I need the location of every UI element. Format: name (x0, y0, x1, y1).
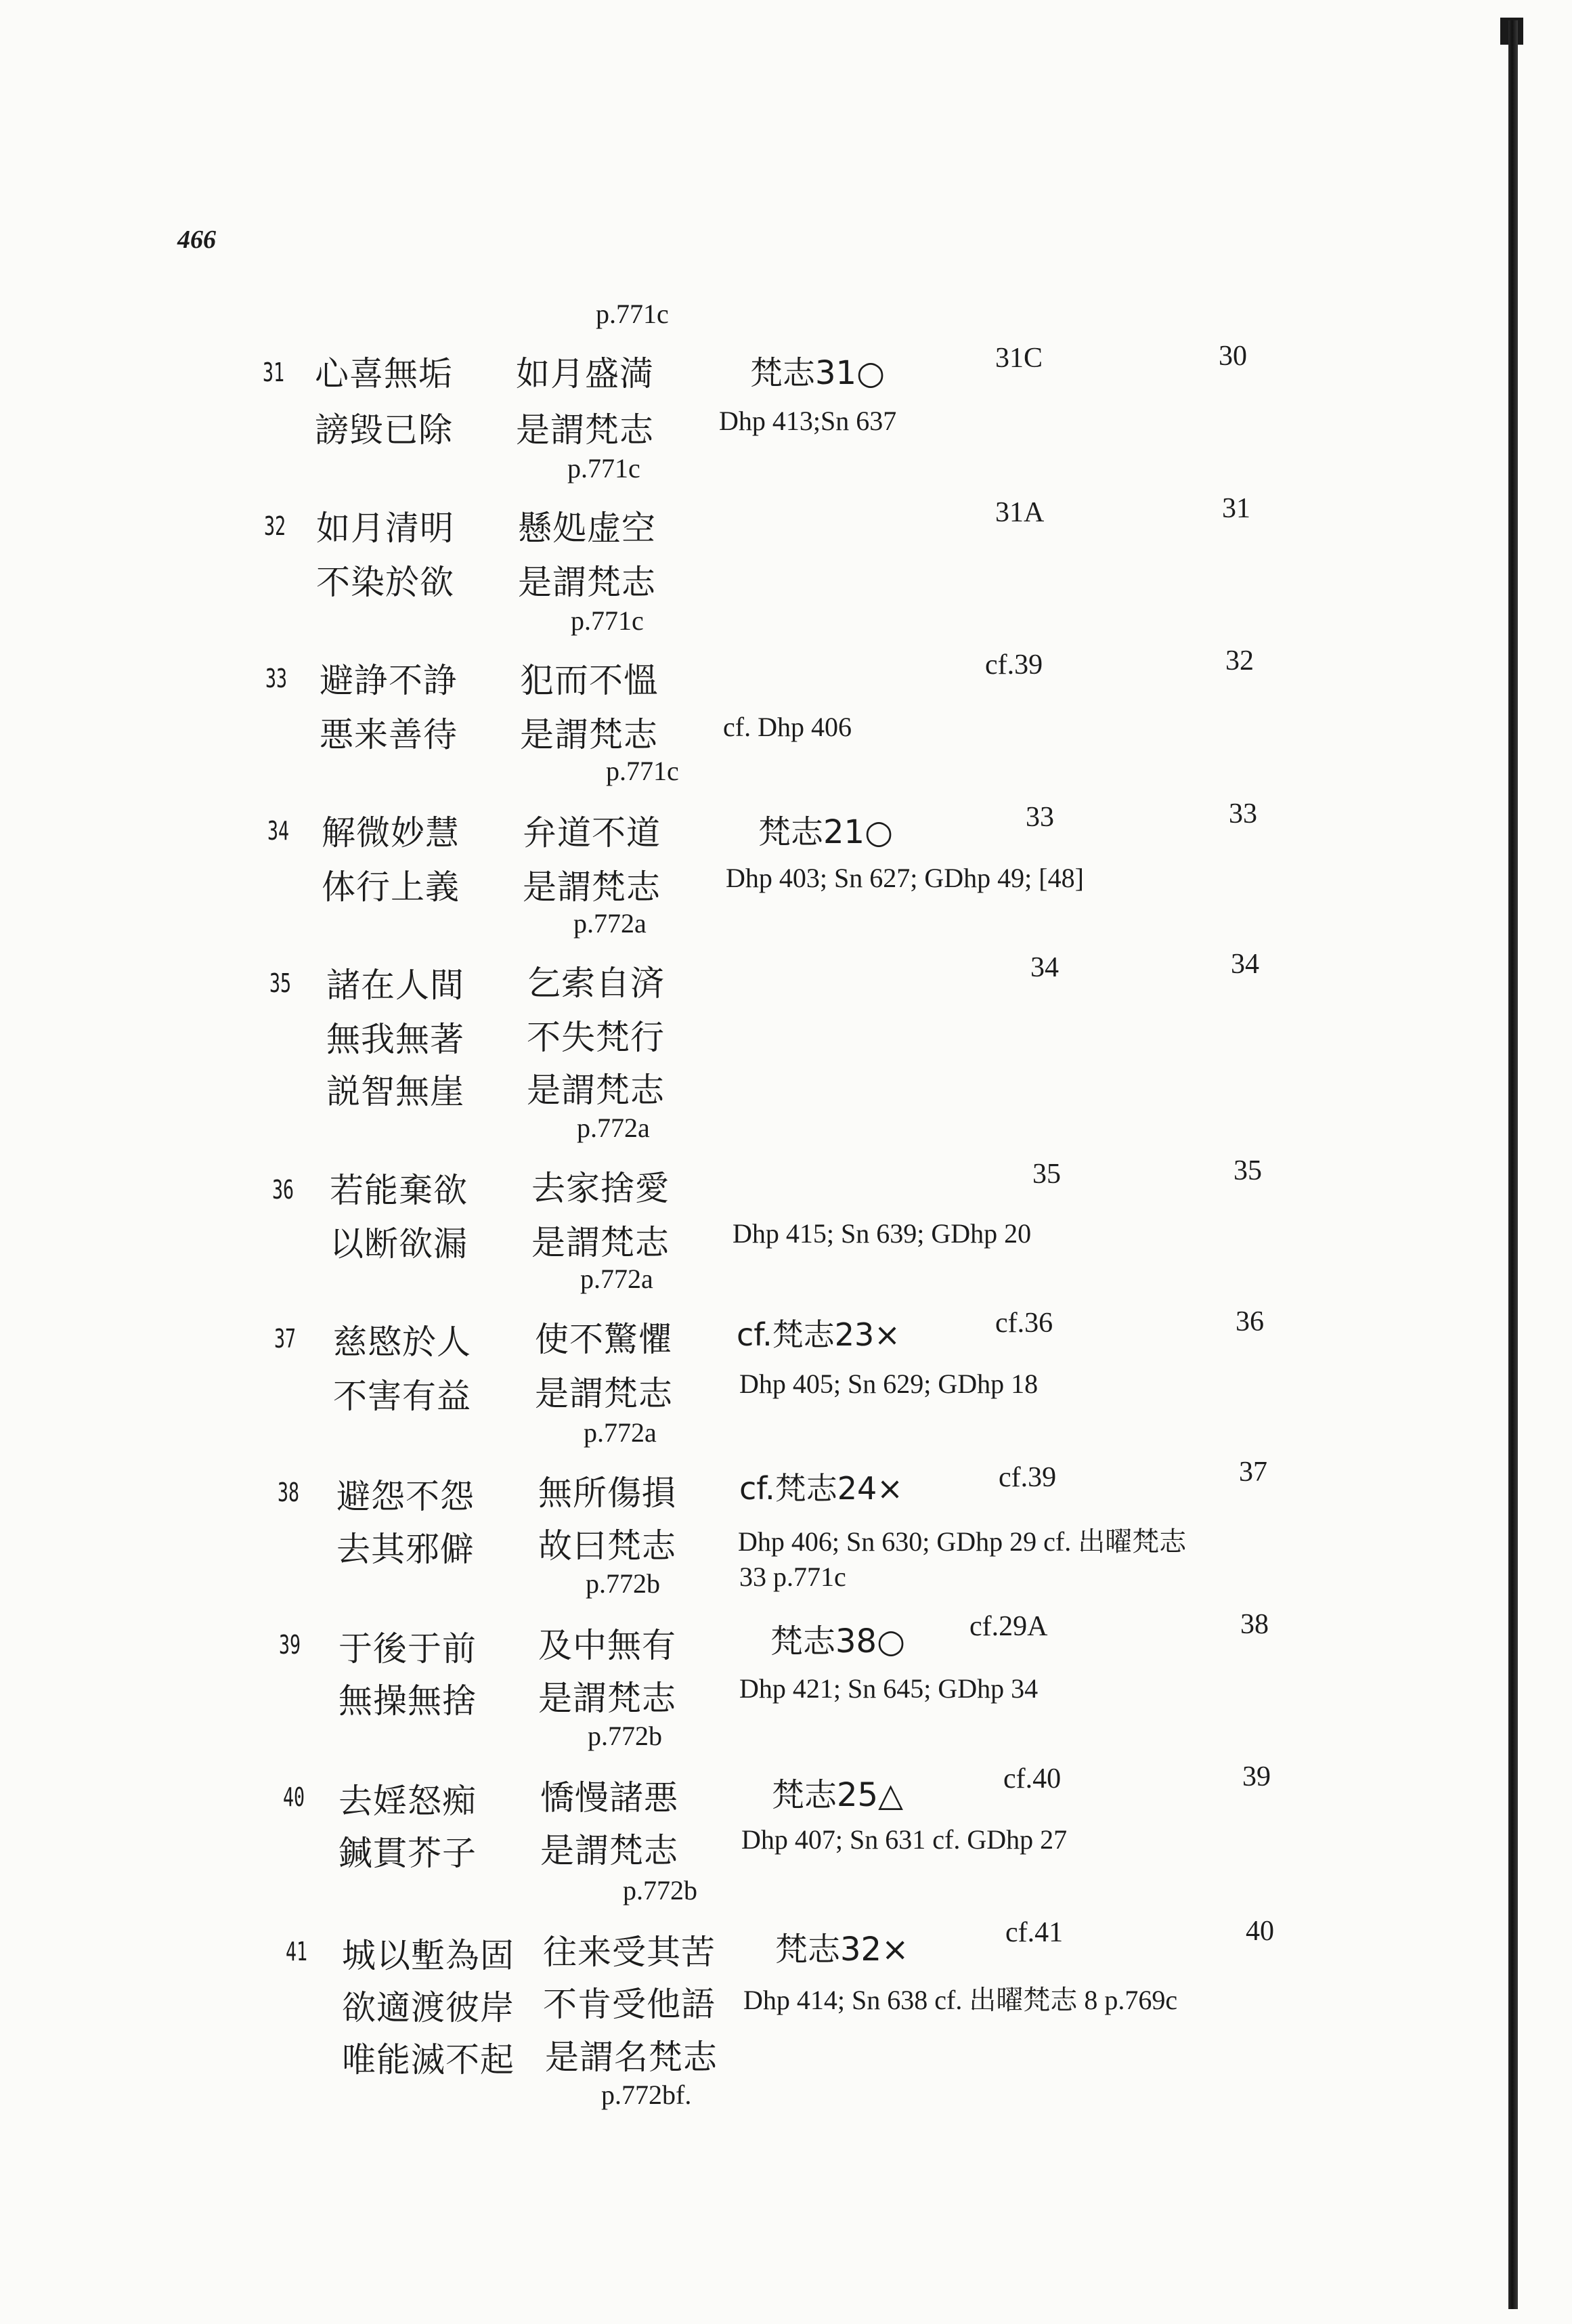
verse-line-a: 欲適渡彼岸 (342, 1988, 515, 2027)
verse-line-a: 于後于前 (339, 1629, 477, 1669)
verse-line-a: 若能棄欲 (330, 1171, 468, 1210)
verse-line-b: 是謂梵志 (531, 1223, 670, 1262)
verse-line-a: 諸在人間 (326, 966, 464, 1005)
sequence-number: 32 (1225, 645, 1254, 676)
verse-line-b: 乞索自済 (527, 964, 665, 1003)
verse-line-a: 以断欲漏 (330, 1224, 468, 1264)
verse-line-a: 如月清明 (316, 509, 454, 548)
verse-line-a: 去婬怒痴 (339, 1782, 477, 1821)
verse-line-a: 謗毀已除 (315, 410, 453, 450)
verse-line-a: 避怨不怨 (336, 1477, 475, 1516)
verse-number: 38 (278, 1478, 300, 1507)
verse-line-a: 体行上義 (322, 867, 460, 907)
verse-number: 39 (279, 1630, 301, 1660)
verse-line-b: 是謂梵志 (518, 563, 656, 602)
verse-line-b: 及中無有 (538, 1626, 676, 1665)
sequence-number: 39 (1242, 1761, 1271, 1792)
correspondence-number: cf.40 (1003, 1763, 1062, 1794)
sequence-number: 37 (1239, 1457, 1267, 1488)
verse-line-b: 憍慢諸悪 (540, 1778, 678, 1817)
sequence-number: 34 (1231, 949, 1259, 980)
verse-line-b: 是謂梵志 (520, 715, 658, 754)
correspondence-number: cf.41 (1005, 1917, 1064, 1948)
pali-reference: Dhp 406; Sn 630; GDhp 29 cf. 出曜梵志 (738, 1526, 1187, 1557)
parallel-reference: cf.梵志23× (737, 1316, 900, 1353)
verse-line-a: 去其邪僻 (336, 1530, 475, 1569)
verse-line-b: 往来受其苦 (543, 1933, 716, 1972)
parallel-reference: 梵志25△ (772, 1776, 903, 1814)
verse-line-b: 故曰梵志 (538, 1526, 676, 1566)
page-reference: p.771c (571, 605, 644, 636)
verse-line-a: 唯能滅不起 (342, 2040, 515, 2080)
correspondence-number: 31A (995, 497, 1045, 528)
sequence-number: 35 (1233, 1155, 1262, 1186)
verse-line-a: 無我無著 (326, 1020, 464, 1059)
verse-line-b: 不肯受他語 (543, 1985, 716, 2024)
pali-reference: Dhp 414; Sn 638 cf. 出曜梵志 8 p.769c (743, 1985, 1178, 2015)
verse-number: 32 (264, 511, 286, 541)
verse-line-a: 無操無捨 (339, 1681, 477, 1721)
sequence-number: 38 (1240, 1609, 1269, 1640)
page-reference: p.771c (567, 453, 640, 483)
verse-line-b: 去家捨愛 (531, 1169, 670, 1208)
pali-reference: Dhp 405; Sn 629; GDhp 18 (739, 1369, 1039, 1399)
page-reference: p.771c (606, 756, 679, 786)
verse-line-b: 是謂梵志 (540, 1831, 678, 1870)
verse-line-a: 不害有益 (333, 1377, 471, 1416)
parallel-reference: 梵志38○ (770, 1622, 905, 1660)
verse-line-a: 避諍不諍 (320, 661, 458, 700)
page-reference: p.772b (586, 1568, 660, 1599)
verse-number: 40 (283, 1782, 305, 1812)
sequence-number: 40 (1246, 1916, 1274, 1947)
parallel-reference: cf.梵志24× (739, 1470, 903, 1507)
page-reference: p.772a (584, 1417, 657, 1448)
verse-line-b: 是謂梵志 (516, 410, 654, 450)
pali-reference: Dhp 407; Sn 631 cf. GDhp 27 (741, 1824, 1068, 1855)
verse-number: 31 (263, 358, 285, 387)
verse-line-b: 是謂梵志 (527, 1071, 665, 1110)
page-reference: p.772b (623, 1875, 697, 1906)
page-reference: p.771c (596, 299, 669, 329)
verse-line-b: 無所傷損 (538, 1473, 676, 1513)
verse-number: 41 (286, 1937, 308, 1966)
verse-number: 34 (267, 816, 290, 846)
verse-line-b: 使不驚懼 (535, 1320, 673, 1359)
pali-reference: cf. Dhp 406 (723, 712, 852, 742)
verse-line-b: 是謂梵志 (538, 1679, 676, 1718)
verse-line-a: 鍼貫芥子 (339, 1834, 477, 1873)
correspondence-number: cf.29A (969, 1611, 1048, 1642)
parallel-reference: 梵志32× (775, 1931, 909, 1968)
verse-line-b: 如月盛満 (516, 354, 654, 393)
page-number: 466 (177, 225, 216, 254)
verse-line-a: 慈愍於人 (333, 1322, 471, 1362)
parallel-reference: 梵志31○ (750, 354, 885, 392)
verse-line-b: 是謂名梵志 (545, 2038, 718, 2077)
verse-line-a: 不染於欲 (316, 563, 454, 602)
page-reference: p.772a (580, 1264, 653, 1294)
page-reference: p.772a (577, 1113, 650, 1143)
page-reference: p.772b (588, 1721, 662, 1751)
correspondence-number: 31C (995, 343, 1043, 374)
sequence-number: 31 (1222, 493, 1250, 524)
correspondence-number: cf.39 (985, 649, 1043, 681)
verse-line-a: 心喜無垢 (315, 354, 453, 393)
parallel-reference: 梵志21○ (758, 813, 893, 851)
correspondence-number: 34 (1030, 952, 1059, 983)
verse-line-b: 弁道不道 (523, 813, 661, 853)
pali-reference: Dhp 403; Sn 627; GDhp 49; [48] (726, 863, 1084, 893)
verse-line-a: 悪来善待 (320, 715, 458, 754)
correspondence-number: cf.39 (999, 1462, 1057, 1493)
correspondence-number: 35 (1032, 1159, 1061, 1190)
page-edge-bar (1508, 20, 1518, 2309)
page-reference: p.772a (573, 908, 647, 939)
sequence-number: 36 (1236, 1306, 1264, 1337)
correspondence-number: cf.36 (995, 1308, 1053, 1339)
page-reference: p.772bf. (601, 2080, 692, 2110)
sequence-number: 33 (1229, 798, 1257, 830)
verse-number: 37 (274, 1324, 297, 1354)
verse-line-b: 犯而不慍 (520, 661, 658, 700)
verse-line-a: 城以塹為固 (342, 1936, 515, 1975)
pali-reference: Dhp 421; Sn 645; GDhp 34 (739, 1673, 1039, 1704)
correspondence-number: 33 (1026, 802, 1054, 833)
pali-reference-continued: 33 p.771c (739, 1562, 846, 1592)
verse-line-b: 懸処虚空 (518, 509, 656, 548)
verse-number: 33 (265, 664, 288, 693)
pali-reference: Dhp 413;Sn 637 (719, 406, 897, 436)
verse-number: 36 (272, 1175, 294, 1205)
verse-line-a: 説智無崖 (326, 1072, 464, 1111)
sequence-number: 30 (1219, 341, 1247, 372)
verse-line-b: 是謂梵志 (523, 867, 661, 907)
verse-number: 35 (269, 968, 292, 998)
verse-line-b: 不失梵行 (527, 1018, 665, 1057)
pali-reference: Dhp 415; Sn 639; GDhp 20 (733, 1218, 1032, 1249)
verse-line-a: 解微妙慧 (322, 813, 460, 853)
verse-line-b: 是謂梵志 (535, 1374, 673, 1413)
